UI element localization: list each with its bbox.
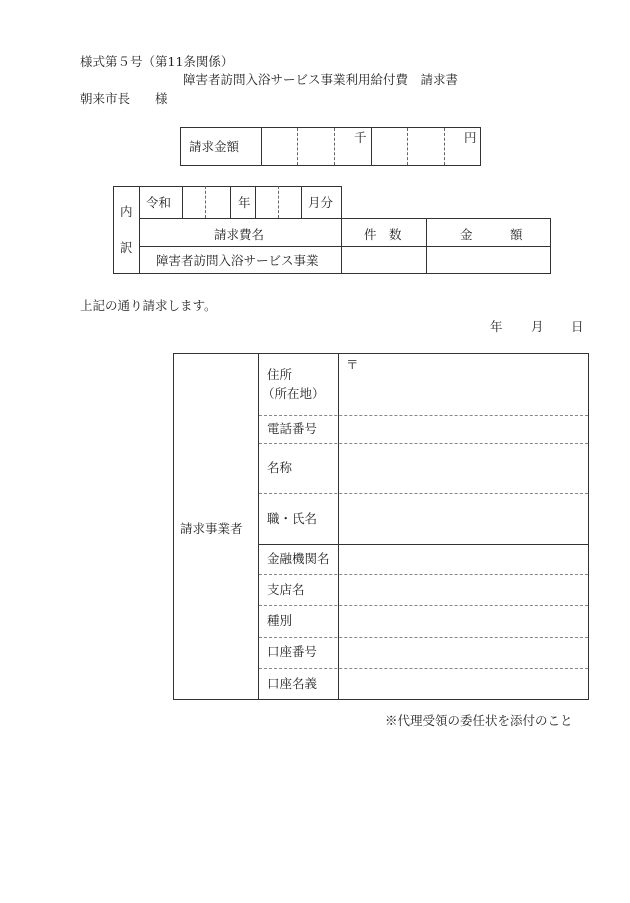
account-number-label: 口座番号 xyxy=(267,644,318,659)
col-name-header: 請求費名 xyxy=(214,227,265,242)
era-label: 令和 xyxy=(146,195,172,210)
breakdown-table xyxy=(113,186,550,274)
address-label-sub: （所在地） xyxy=(262,386,325,401)
phone-label: 電話番号 xyxy=(267,421,318,436)
unit-thousand: 千 xyxy=(354,130,367,145)
date-year: 年 xyxy=(490,319,503,334)
col-count-header: 件 数 xyxy=(364,227,402,242)
branch-label: 支店名 xyxy=(267,582,305,597)
page-title: 障害者訪問入浴サービス事業利用給付費 請求書 xyxy=(183,72,459,87)
amount-label: 請求金額 xyxy=(189,139,240,154)
date-day: 日 xyxy=(571,319,584,334)
address-label: 住所 xyxy=(267,367,293,382)
account-type-label: 種別 xyxy=(267,613,293,628)
service-row-name: 障害者訪問入浴サービス事業 xyxy=(156,253,319,268)
claimant-section-label: 請求事業者 xyxy=(180,521,243,536)
footnote: ※代理受領の委任状を添付のこと xyxy=(385,713,573,728)
date-month: 月 xyxy=(531,319,544,334)
breakdown-side-label-2: 訳 xyxy=(120,240,133,255)
breakdown-side-label-1: 内 xyxy=(120,204,133,219)
title-name-label: 職・氏名 xyxy=(267,511,318,526)
name-label: 名称 xyxy=(267,460,293,475)
bank-label: 金融機関名 xyxy=(267,551,330,566)
postal-mark: 〒 xyxy=(346,357,359,372)
amount-box xyxy=(180,127,481,166)
unit-yen: 円 xyxy=(464,130,477,145)
col-amount-header: 金 額 xyxy=(460,227,523,242)
addressee: 朝来市長 様 xyxy=(80,91,168,106)
claimant-table xyxy=(173,353,589,700)
year-label: 年 xyxy=(238,195,251,210)
claim-statement: 上記の通り請求します。 xyxy=(80,298,217,313)
month-portion-label: 月分 xyxy=(308,195,334,210)
form-number: 様式第５号（第11条関係） xyxy=(80,54,234,69)
account-name-label: 口座名義 xyxy=(267,676,318,691)
